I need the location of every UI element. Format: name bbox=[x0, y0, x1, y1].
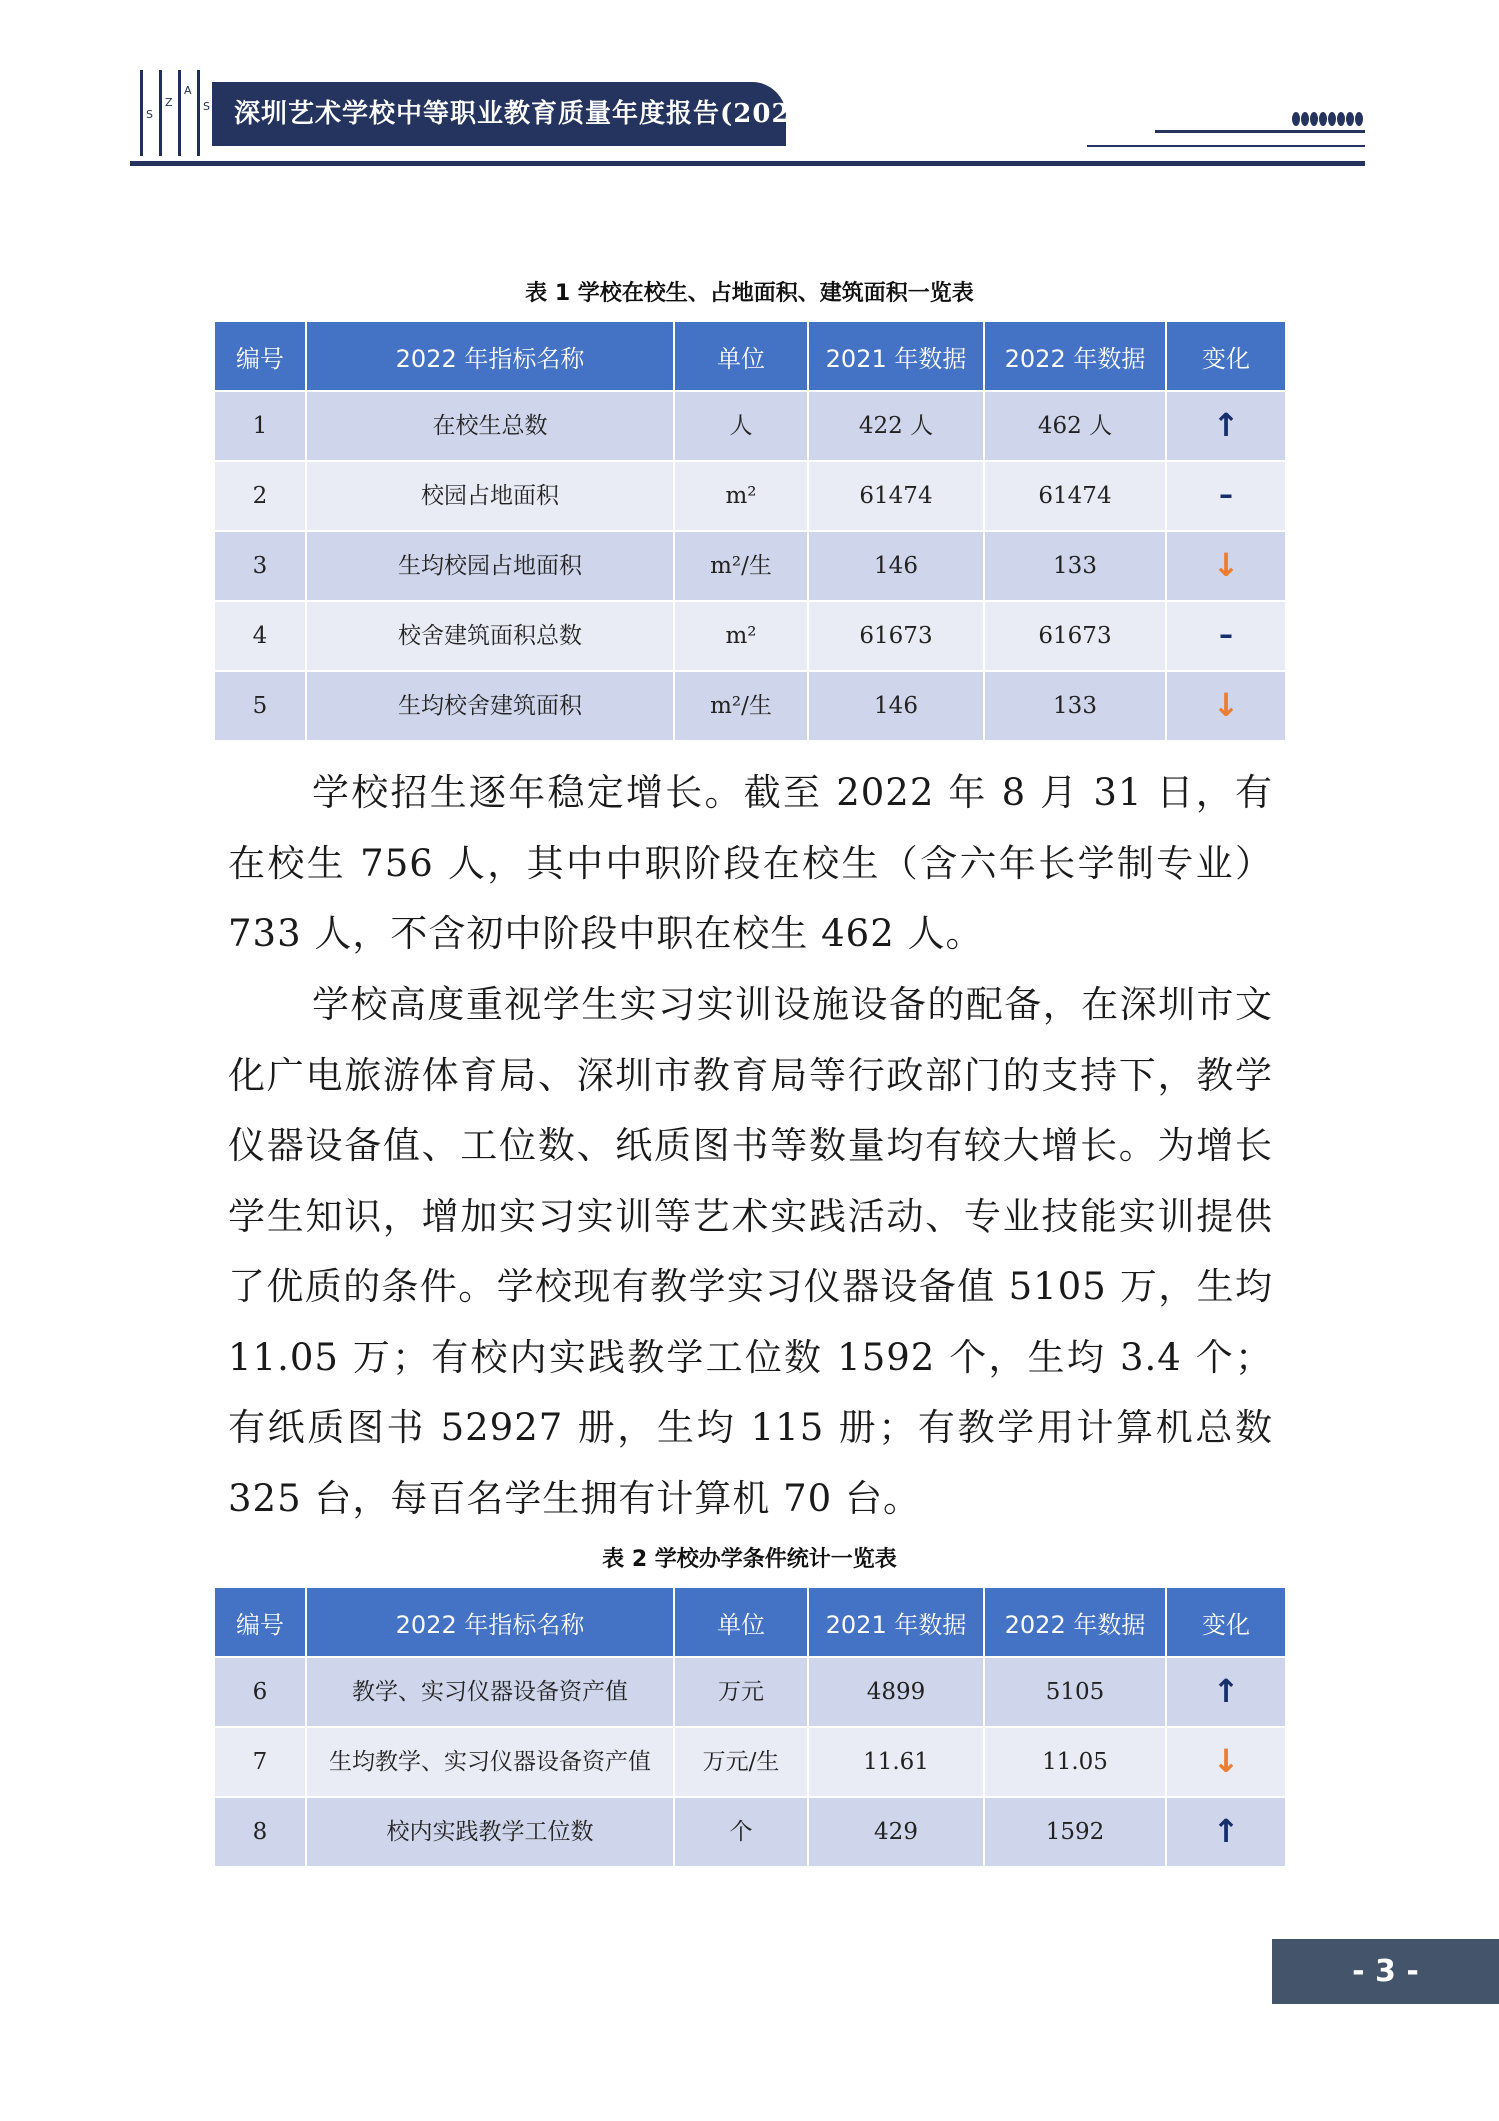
cell-no: 4 bbox=[214, 601, 306, 671]
cell-y2022: 1592 bbox=[984, 1797, 1166, 1867]
cell-y2021: 61474 bbox=[808, 461, 984, 531]
school-logo bbox=[140, 70, 210, 156]
table-row bbox=[214, 601, 1286, 671]
cell-y2021: 146 bbox=[808, 671, 984, 741]
cell-name: 校园占地面积 bbox=[306, 461, 674, 531]
arrow-up-icon: ↑ bbox=[1212, 406, 1240, 444]
cell-change bbox=[1166, 1657, 1286, 1727]
cell-change bbox=[1166, 1727, 1286, 1797]
header-divider bbox=[1155, 130, 1365, 133]
logo-letter: S bbox=[146, 108, 153, 121]
column-header: 2022 年指标名称 bbox=[306, 1587, 674, 1657]
cell-unit: m²/生 bbox=[674, 531, 808, 601]
column-header: 单位 bbox=[674, 321, 808, 391]
table1-caption: 表 1 学校在校生、占地面积、建筑面积一览表 bbox=[525, 281, 974, 306]
dash-icon: – bbox=[1219, 618, 1233, 651]
table-row bbox=[214, 391, 1286, 461]
cell-no: 1 bbox=[214, 391, 306, 461]
dash-icon: – bbox=[1219, 478, 1233, 511]
cell-unit: m²/生 bbox=[674, 671, 808, 741]
cell-y2022: 462 人 bbox=[984, 391, 1166, 461]
cell-change bbox=[1166, 1797, 1286, 1867]
cell-change bbox=[1166, 601, 1286, 671]
column-header: 2022 年数据 bbox=[984, 321, 1166, 391]
cell-name: 校内实践教学工位数 bbox=[306, 1797, 674, 1867]
cell-y2021: 146 bbox=[808, 531, 984, 601]
header-divider bbox=[130, 161, 1365, 166]
cell-unit: 人 bbox=[674, 391, 808, 461]
header-divider bbox=[1087, 145, 1365, 147]
report-title-banner: 深圳艺术学校中等职业教育质量年度报告(2023) bbox=[212, 82, 786, 146]
column-header: 变化 bbox=[1166, 321, 1286, 391]
table-row bbox=[214, 1657, 1286, 1727]
column-header: 单位 bbox=[674, 1587, 808, 1657]
column-header: 编号 bbox=[214, 1587, 306, 1657]
cell-unit: m² bbox=[674, 601, 808, 671]
table-row bbox=[214, 531, 1286, 601]
cell-y2022: 133 bbox=[984, 531, 1166, 601]
cell-change bbox=[1166, 461, 1286, 531]
table-row bbox=[214, 461, 1286, 531]
cell-y2022: 61474 bbox=[984, 461, 1166, 531]
table-school-conditions bbox=[213, 1586, 1287, 1868]
cell-unit: 个 bbox=[674, 1797, 808, 1867]
arrow-down-icon: ↓ bbox=[1212, 546, 1240, 584]
page-number: - 3 - bbox=[1272, 1939, 1499, 2004]
cell-unit: m² bbox=[674, 461, 808, 531]
body-paragraph: 学校招生逐年稳定增长。截至 2022 年 8 月 31 日，有在校生 756 人，其中中职阶段在校生（含六年长学制专业）733 人，不含初中阶段中职在校生 462 人。 bbox=[228, 771, 1273, 955]
column-header: 2022 年数据 bbox=[984, 1587, 1166, 1657]
logo-letter: A bbox=[184, 84, 192, 97]
arrow-up-icon: ↑ bbox=[1212, 1672, 1240, 1710]
cell-unit: 万元/生 bbox=[674, 1727, 808, 1797]
cell-name: 在校生总数 bbox=[306, 391, 674, 461]
cell-no: 3 bbox=[214, 531, 306, 601]
arrow-down-icon: ↓ bbox=[1212, 1742, 1240, 1780]
cell-name: 生均校园占地面积 bbox=[306, 531, 674, 601]
table-row bbox=[214, 1727, 1286, 1797]
cell-y2022: 133 bbox=[984, 671, 1166, 741]
logo-letter: S bbox=[203, 100, 210, 113]
column-header: 2022 年指标名称 bbox=[306, 321, 674, 391]
cell-name: 生均教学、实习仪器设备资产值 bbox=[306, 1727, 674, 1797]
body-paragraph: 学校高度重视学生实习实训设施设备的配备，在深圳市文化广电旅游体育局、深圳市教育局等行政部门的支持下，教学仪器设备值、工位数、纸质图书等数量均有较大增长。为增长学生知识，增加实习实训等艺术实践活动、专业技能实训提供了优质的条件。学校现有教学实习仪器设备值 5105 万，生均 11.05 万；有校内实践教学工位数 1592 个，生均 3.4 个；有纸质图书 52927 册，生均 115 册；有教学用计算机总数 325 台，每百名学生拥有计算机 70 台。 bbox=[228, 983, 1273, 1520]
cell-no: 2 bbox=[214, 461, 306, 531]
decorative-dots bbox=[1292, 112, 1363, 126]
cell-y2021: 422 人 bbox=[808, 391, 984, 461]
cell-no: 6 bbox=[214, 1657, 306, 1727]
cell-y2021: 429 bbox=[808, 1797, 984, 1867]
column-header: 2021 年数据 bbox=[808, 321, 984, 391]
table-header-row bbox=[214, 321, 1286, 391]
column-header: 变化 bbox=[1166, 1587, 1286, 1657]
table-row bbox=[214, 1797, 1286, 1867]
cell-name: 教学、实习仪器设备资产值 bbox=[306, 1657, 674, 1727]
column-header: 编号 bbox=[214, 321, 306, 391]
cell-no: 5 bbox=[214, 671, 306, 741]
cell-no: 8 bbox=[214, 1797, 306, 1867]
cell-unit: 万元 bbox=[674, 1657, 808, 1727]
cell-name: 生均校舍建筑面积 bbox=[306, 671, 674, 741]
cell-y2022: 61673 bbox=[984, 601, 1166, 671]
cell-y2021: 61673 bbox=[808, 601, 984, 671]
cell-y2021: 11.61 bbox=[808, 1727, 984, 1797]
logo-letter: Z bbox=[165, 96, 173, 109]
arrow-down-icon: ↓ bbox=[1212, 686, 1240, 724]
cell-change bbox=[1166, 391, 1286, 461]
cell-no: 7 bbox=[214, 1727, 306, 1797]
cell-name: 校舍建筑面积总数 bbox=[306, 601, 674, 671]
cell-y2021: 4899 bbox=[808, 1657, 984, 1727]
cell-change bbox=[1166, 671, 1286, 741]
table-row bbox=[214, 671, 1286, 741]
table-header-row bbox=[214, 1587, 1286, 1657]
arrow-up-icon: ↑ bbox=[1212, 1812, 1240, 1850]
table-campus-area bbox=[213, 320, 1287, 742]
cell-y2022: 5105 bbox=[984, 1657, 1166, 1727]
cell-change bbox=[1166, 531, 1286, 601]
column-header: 2021 年数据 bbox=[808, 1587, 984, 1657]
cell-y2022: 11.05 bbox=[984, 1727, 1166, 1797]
table2-caption: 表 2 学校办学条件统计一览表 bbox=[602, 1547, 897, 1572]
